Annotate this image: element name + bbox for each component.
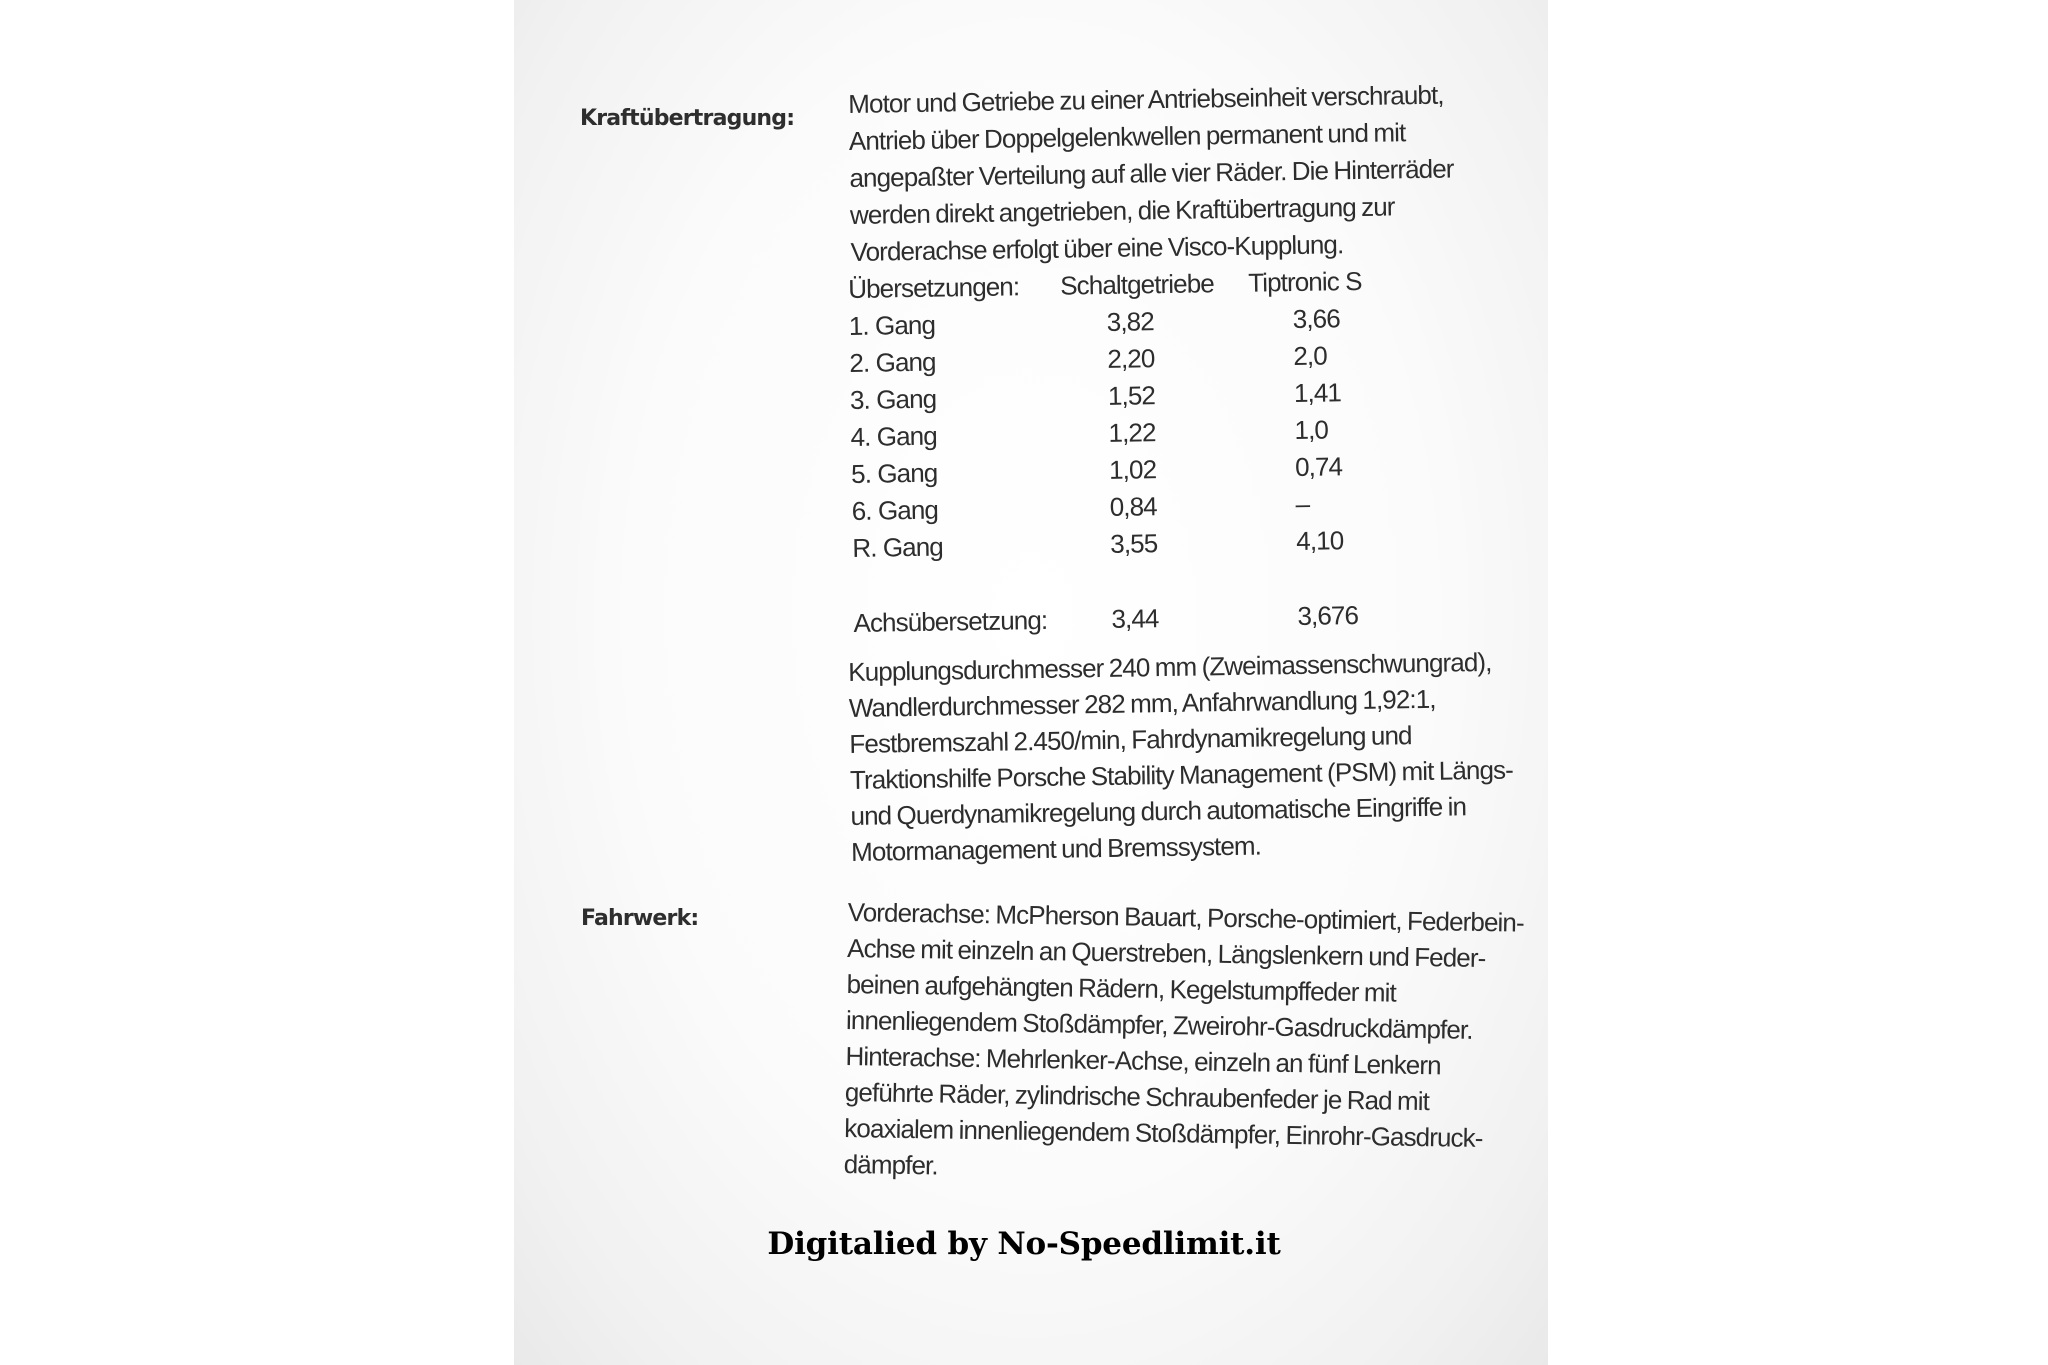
text-line: Vorderachse: McPherson Bauart, Porsche-optimiert, Federbein-	[847, 896, 1524, 938]
tiptronic-ratio: 1,41	[1293, 377, 1342, 409]
manual-axle-ratio: 3,44	[1111, 603, 1159, 634]
chassis-paragraph	[843, 894, 1524, 1192]
text-line: und Querdynamikregelung durch automatische Eingriffe in	[850, 791, 1467, 831]
gear-label: 3. Gang	[849, 383, 937, 415]
section-label-kraftuebertragung: Kraftübertragung:	[580, 106, 795, 131]
tiptronic-axle-ratio: 3,676	[1297, 600, 1359, 631]
text-line: Festbremszahl 2.450/min, Fahrdynamikregelung und	[849, 720, 1412, 759]
tiptronic-ratio: –	[1295, 488, 1310, 519]
table-header-cell: Tiptronic S	[1247, 265, 1362, 298]
text-line: Achse mit einzeln an Querstreben, Längslenkern und Feder-	[846, 932, 1486, 974]
manual-ratio: 1,02	[1108, 454, 1157, 485]
gear-label: 1. Gang	[848, 309, 936, 341]
manual-ratio: 3,82	[1106, 306, 1155, 337]
manual-ratio: 1,22	[1108, 417, 1156, 448]
transmission-details-paragraph	[848, 644, 1514, 870]
text-line: koaxialem innenliegendem Stoßdämpfer, Einrohr-Gasdruck-	[844, 1112, 1483, 1153]
gear-label: 6. Gang	[851, 494, 939, 526]
text-line: dämpfer.	[843, 1148, 938, 1181]
text-line: Wandlerdurchmesser 282 mm, Anfahrwandlung 1,92:1,	[848, 683, 1436, 723]
text-line: Hinterachse: Mehrlenker-Achse, einzeln an fünf Lenkern	[845, 1040, 1441, 1081]
tiptronic-ratio: 1,0	[1294, 414, 1329, 446]
text-line: angepaßter Verteilung auf alle vier Räder. Die Hinterräder	[849, 153, 1454, 193]
axle-ratio-label: Achsübersetzung:	[853, 604, 1048, 638]
table-header-cell: Schaltgetriebe	[1059, 268, 1215, 301]
gear-label: 5. Gang	[850, 457, 938, 489]
text-line: Traktionshilfe Porsche Stability Management (PSM) mit Längs-	[849, 754, 1514, 795]
text-line: geführte Räder, zylindrische Schraubenfeder je Rad mit	[844, 1076, 1430, 1117]
watermark-text: Digitalied by No-Speedlimit.it	[767, 1226, 1281, 1262]
table-header-cell: Übersetzungen:	[848, 271, 1020, 304]
tiptronic-ratio: 3,66	[1292, 303, 1341, 335]
gear-label: R. Gang	[852, 531, 944, 563]
manual-ratio: 1,52	[1107, 380, 1156, 411]
text-line: werden direkt angetrieben, die Kraftübertragung zur	[849, 191, 1395, 230]
tiptronic-ratio: 4,10	[1296, 525, 1344, 556]
tiptronic-ratio: 2,0	[1293, 340, 1328, 372]
text-line: Vorderachse erfolgt über eine Visco-Kupplung.	[850, 229, 1344, 267]
manual-ratio: 0,84	[1109, 491, 1157, 522]
transmission-intro-paragraph	[848, 76, 1491, 271]
manual-ratio: 2,20	[1107, 343, 1155, 374]
text-line: beinen aufgehängten Rädern, Kegelstumpffeder mit	[846, 968, 1397, 1008]
section-label-fahrwerk: Fahrwerk:	[581, 906, 699, 931]
gear-label: 4. Gang	[850, 420, 938, 452]
manual-ratio: 3,55	[1110, 528, 1158, 559]
text-line: innenliegendem Stoßdämpfer, Zweirohr-Gasdruckdämpfer.	[845, 1004, 1473, 1045]
text-line: Kupplungsdurchmesser 240 mm (Zweimassenschwungrad),	[848, 646, 1492, 687]
gear-label: 2. Gang	[849, 346, 936, 378]
text-line: Antrieb über Doppelgelenkwellen permanent und mit	[848, 117, 1406, 156]
tiptronic-ratio: 0,74	[1294, 451, 1343, 482]
text-line: Motormanagement und Bremssystem.	[850, 830, 1262, 867]
text-line: Motor und Getriebe zu einer Antriebseinheit verschraubt,	[848, 79, 1444, 119]
